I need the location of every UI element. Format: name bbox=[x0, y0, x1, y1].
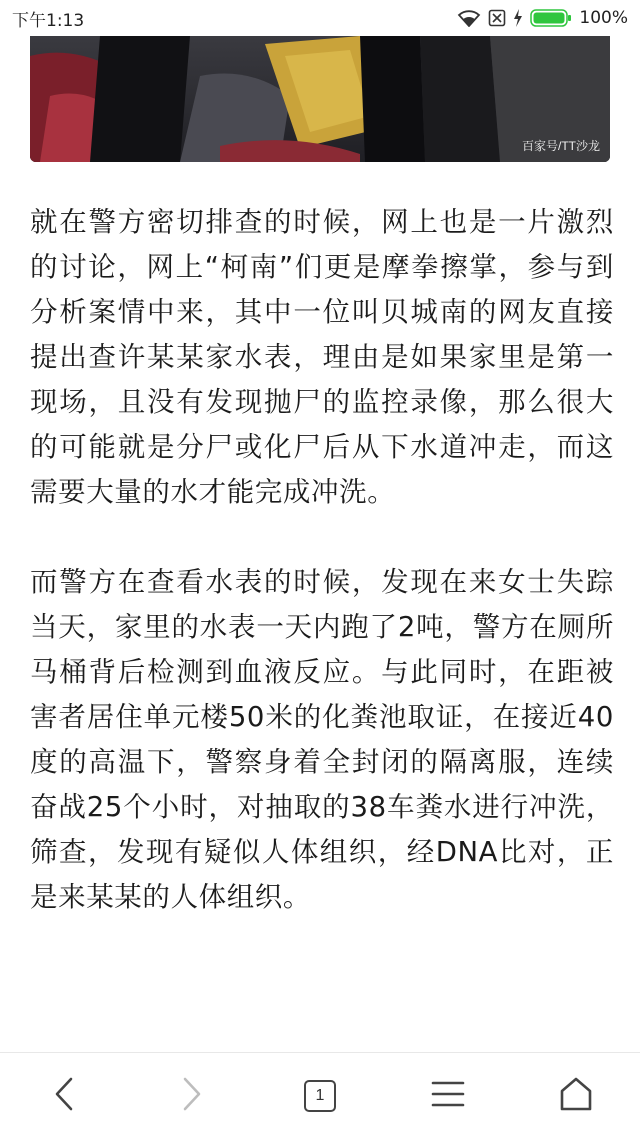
menu-button[interactable] bbox=[408, 1061, 488, 1131]
article-paragraph: 就在警方密切排查的时候，网上也是一片激烈的讨论，网上“柯南”们更是摩拳擦掌，参与到分析案情中来，其中一位叫贝城南的网友直接提出查许某某家水表，理由是如果家里是第一现场，且没有发现抛尸的监控录像，那么很大的可能就是分尸或化尸后从下水道冲走，而这需要大量的水才能完成冲洗。 bbox=[30, 206, 614, 508]
tabs-icon: 1 bbox=[304, 1080, 336, 1112]
back-icon bbox=[53, 1076, 75, 1116]
back-button[interactable] bbox=[24, 1061, 104, 1131]
browser-bottom-nav bbox=[0, 1052, 640, 1138]
battery-icon bbox=[530, 9, 572, 27]
home-icon bbox=[558, 1076, 594, 1116]
forward-button[interactable] bbox=[152, 1061, 232, 1131]
charging-icon bbox=[513, 9, 523, 27]
home-button[interactable] bbox=[536, 1061, 616, 1131]
article-body bbox=[30, 200, 614, 920]
forward-icon bbox=[181, 1076, 203, 1116]
menu-icon bbox=[431, 1080, 465, 1112]
status-time: 下午1:13 bbox=[12, 10, 85, 31]
wifi-icon bbox=[457, 9, 481, 27]
article-photo bbox=[30, 36, 610, 162]
sim-disabled-icon bbox=[488, 9, 506, 27]
image-watermark: 百家号/TT沙龙 bbox=[522, 139, 600, 153]
battery-percent: 100% bbox=[579, 8, 628, 28]
status-bar bbox=[0, 0, 640, 36]
article-paragraph: 而警方在查看水表的时候，发现在来女士失踪当天，家里的水表一天内跑了2吨，警方在厕所马桶背后检测到血液反应。与此同时，在距被害者居住单元楼50米的化粪池取证，在接近40度的高温下，警察身着全封闭的隔离服，连续奋战25个小时，对抽取的38车粪水进行冲洗，筛查，发现有疑似人体组织，经DNA比对，正是来某某的人体组织。 bbox=[30, 566, 614, 913]
status-icons bbox=[457, 8, 628, 28]
tabs-button[interactable] bbox=[280, 1061, 360, 1131]
